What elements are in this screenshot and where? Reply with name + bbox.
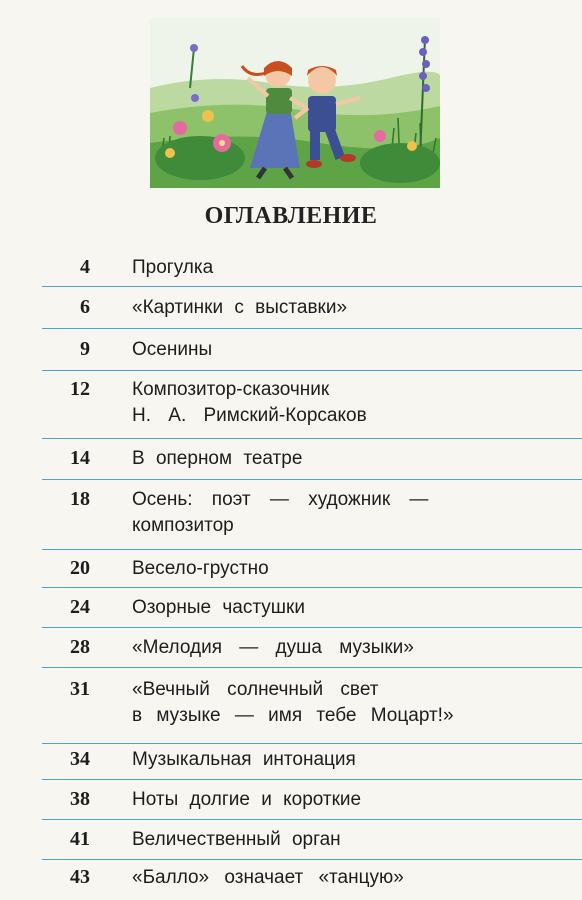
toc-title-line: «Вечный солнечный свет — [132, 679, 379, 700]
toc-title — [132, 556, 269, 582]
toc-title-line: в музыке — имя тебе Моцарт!» — [132, 705, 454, 726]
toc-title — [132, 295, 347, 321]
children-running-illustration — [150, 18, 440, 188]
toc-row[interactable] — [42, 371, 582, 439]
toc-title — [132, 595, 305, 621]
toc-title-line: Композитор-сказочник — [132, 379, 330, 400]
toc-page-number: 18 — [70, 488, 90, 510]
toc-title — [132, 865, 404, 891]
toc-title-line: Ноты долгие и короткие — [132, 789, 362, 810]
toc-row[interactable] — [42, 550, 582, 588]
toc-title-line: В оперном театре — [132, 448, 303, 469]
toc-title — [132, 747, 356, 773]
toc-page-number: 14 — [70, 447, 90, 469]
toc-row[interactable] — [42, 668, 582, 744]
toc-row[interactable] — [42, 480, 582, 550]
toc-row[interactable] — [42, 860, 582, 900]
toc-title — [132, 635, 414, 661]
toc-title-line: «Мелодия — душа музыки» — [132, 637, 414, 658]
toc-title — [132, 377, 367, 429]
toc-page-number: 28 — [70, 636, 90, 658]
toc-row[interactable] — [42, 780, 582, 820]
toc-row[interactable] — [42, 588, 582, 628]
toc-page-number: 24 — [70, 596, 90, 618]
toc-page-number: 12 — [70, 378, 90, 400]
toc-title — [132, 446, 302, 472]
toc-title-line: Осенины — [132, 339, 213, 360]
toc-row[interactable] — [42, 439, 582, 480]
toc-page-number: 4 — [80, 256, 90, 278]
toc-row[interactable] — [42, 628, 582, 668]
toc-title — [132, 787, 361, 813]
toc-row[interactable] — [42, 744, 582, 780]
toc-title — [132, 337, 212, 363]
toc-title-line: Музыкальная интонация — [132, 749, 356, 770]
toc-title — [132, 255, 213, 281]
toc-page-number: 6 — [80, 296, 90, 318]
toc-row[interactable] — [42, 820, 582, 860]
toc-title — [132, 487, 428, 539]
toc-title-line: Озорные частушки — [132, 597, 305, 618]
toc-title-line: Прогулка — [132, 257, 214, 278]
toc-title-line: Н. А. Римский-Корсаков — [132, 405, 367, 426]
page-title: ОГЛАВЛЕНИЕ — [204, 203, 378, 229]
toc-row[interactable] — [42, 329, 582, 371]
toc-page-number: 38 — [70, 788, 90, 810]
toc-title — [132, 677, 454, 729]
toc-page-number: 41 — [70, 828, 90, 850]
toc-page-number: 9 — [80, 338, 90, 360]
toc-page-number: 20 — [70, 557, 90, 579]
toc-title-line: Осень: поэт — художник — — [132, 489, 429, 510]
toc-title — [132, 827, 341, 853]
toc-title-line: композитор — [132, 515, 234, 536]
toc-title-line: Величественный орган — [132, 829, 341, 850]
toc-title-line: «Картинки с выставки» — [132, 297, 348, 318]
toc-row[interactable] — [42, 248, 582, 287]
toc-row[interactable] — [42, 287, 582, 329]
table-of-contents — [42, 248, 582, 900]
toc-page-number: 31 — [70, 678, 90, 700]
toc-title-line: Весело-грустно — [132, 558, 269, 579]
toc-title-line: «Балло» означает «танцую» — [132, 867, 404, 888]
toc-page-number: 43 — [70, 866, 90, 888]
toc-page-number: 34 — [70, 748, 90, 770]
